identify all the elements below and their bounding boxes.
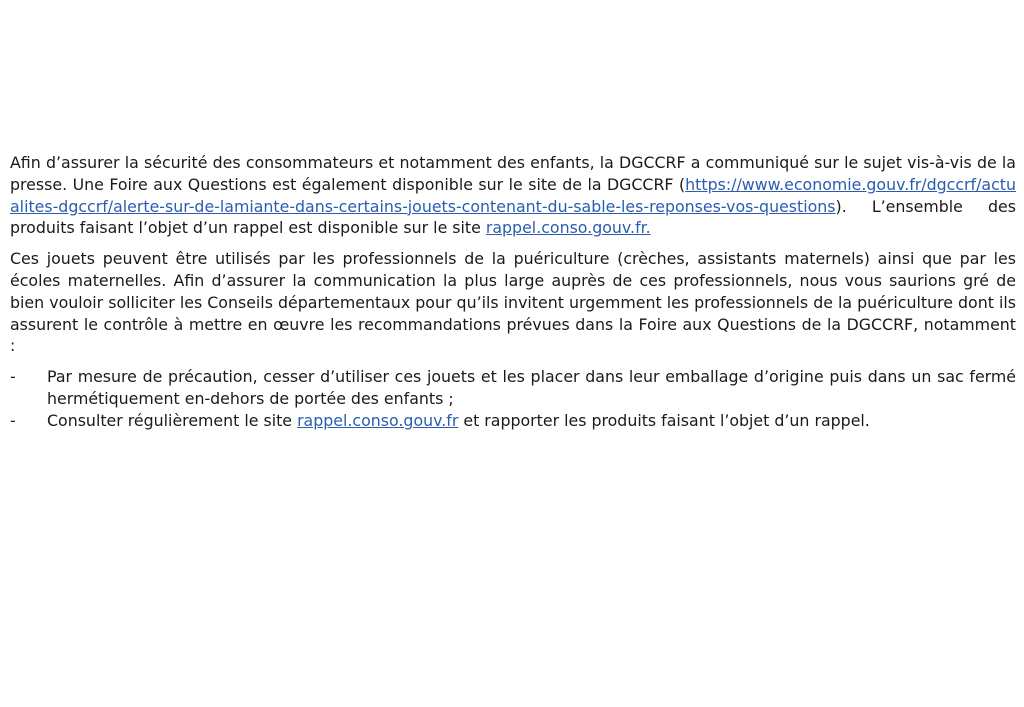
list-bullet: - [10, 410, 16, 430]
intro-text: Afin d’assurer la sécurité des consommateurs et notamment des enfants, la DGCCRF a communiqué sur le sujet vis-à-vis de la presse. Une Foire aux Questions est également disponible sur le site de la DGCCRF ( [10, 153, 1016, 194]
list-item [10, 366, 1016, 410]
list-item-text-after: et rapporter les produits faisant l’objet d’un rappel. [458, 410, 870, 430]
list-bullet: - [10, 367, 16, 387]
paragraph-professionals: Ces jouets peuvent être utilisés par les professionnels de la puériculture (crèches, assistants maternels) ainsi que par les écoles maternelles. Afin d’assurer la communication la plus large auprès de ces professionnels, nous vous saurions gré de bien vouloir solliciter les Conseils départementaux pour qu’ils invitent urgemment les professionnels de la puériculture dont ils assurent le contrôle à mettre en œuvre les recommandations prévues dans la Foire aux Questions de la DGCCRF, notamment : [10, 249, 1016, 356]
list-item-text: Par mesure de précaution, cesser d’utiliser ces jouets et les placer dans leur emballage d’origine puis dans un sac fermé hermétiquement en-dehors de portée des enfants ; [47, 367, 1016, 408]
rappel-link[interactable]: rappel.conso.gouv.fr. [485, 218, 651, 238]
recommendations-list [10, 366, 1016, 431]
faq-link[interactable]: https://www.economie.gouv.fr/dgccrf/actualites-dgccrf/alerte-sur-de-lamiante-dans-certains-jouets-contenant-du-sable-les-reponses-vos-questions [10, 174, 1016, 216]
document-body [10, 152, 1016, 432]
list-item-text-before: Consulter régulièrement le site [47, 410, 298, 430]
paragraph-intro [10, 152, 1016, 239]
rappel-link-list[interactable]: rappel.conso.gouv.fr [297, 410, 459, 430]
list-item [10, 410, 1016, 432]
intro-text-middle: ). L’ensemble des produits faisant l’objet d’un rappel est disponible sur le site [10, 196, 1016, 238]
